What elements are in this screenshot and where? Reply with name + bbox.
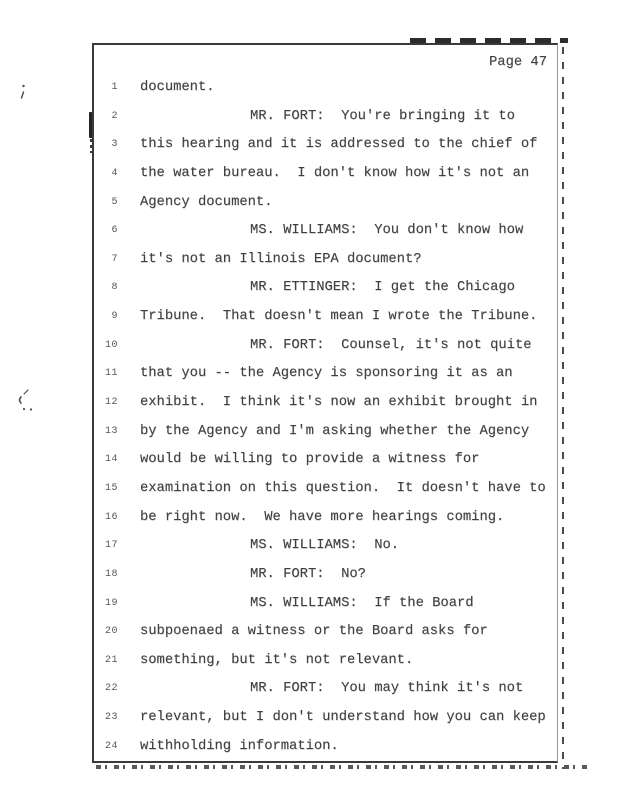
transcript-line: [94, 75, 557, 104]
line-number: 6: [111, 225, 118, 237]
transcript-line: [94, 304, 557, 333]
line-number: 22: [104, 683, 118, 695]
line-text: be right now. We have more hearings coming.: [140, 509, 505, 525]
line-text: it's not an Illinois EPA document?: [140, 251, 422, 267]
transcript-line: [94, 505, 557, 534]
transcript-line: [94, 218, 557, 247]
transcript-line: [94, 361, 557, 390]
line-number: 17: [104, 540, 118, 552]
line-number: 19: [104, 597, 118, 609]
line-text: would be willing to provide a witness for: [140, 452, 480, 468]
line-text: MR. FORT: Counsel, it's not quite: [250, 337, 532, 353]
scan-noise-dotted-line-icon: [562, 47, 564, 769]
transcript-line: [94, 275, 557, 304]
transcript-line: [94, 247, 557, 276]
transcript-lines: [94, 75, 557, 762]
line-text: MS. WILLIAMS: No.: [250, 538, 400, 554]
line-number: 8: [111, 282, 118, 294]
line-number: 24: [104, 740, 118, 752]
transcript-line: [94, 333, 557, 362]
handwriting-scribble-mark-icon: [13, 387, 41, 415]
transcript-line: [94, 161, 557, 190]
transcript-line: [94, 533, 557, 562]
line-text: Agency document.: [140, 194, 273, 210]
line-number: 21: [104, 654, 118, 666]
line-number: 14: [104, 454, 118, 466]
transcript-line: [94, 419, 557, 448]
line-number: 1: [111, 82, 118, 93]
transcript-page: [92, 43, 558, 763]
transcript-line: [94, 476, 557, 505]
transcript-line: [94, 648, 557, 677]
transcript-line: [94, 676, 557, 705]
page-number-label: Page 47: [489, 55, 547, 70]
line-text: MR. FORT: No?: [250, 566, 366, 582]
line-text: MR. FORT: You're bringing it to: [250, 108, 515, 124]
transcript-line: [94, 705, 557, 734]
line-text: MR. FORT: You may think it's not: [250, 681, 524, 697]
line-text: document.: [140, 80, 215, 95]
transcript-line: [94, 132, 557, 161]
line-number: 12: [104, 397, 118, 409]
line-text: MS. WILLIAMS: If the Board: [250, 595, 474, 611]
handwriting-colon-mark-icon: [17, 83, 31, 103]
transcript-line: [94, 104, 557, 133]
line-number: 2: [111, 110, 118, 122]
line-text: this hearing and it is addressed to the chief of: [140, 137, 538, 153]
transcript-line: [94, 447, 557, 476]
transcript-line: [94, 390, 557, 419]
line-text: that you -- the Agency is sponsoring it as an: [140, 366, 513, 382]
transcript-line: [94, 562, 557, 591]
line-number: 20: [104, 626, 118, 638]
line-text: subpoenaed a witness or the Board asks for: [140, 624, 488, 640]
line-number: 13: [104, 425, 118, 437]
line-number: 4: [111, 167, 118, 179]
line-text: exhibit. I think it's now an exhibit brought in: [140, 395, 538, 411]
line-number: 15: [104, 482, 118, 494]
transcript-line: [94, 619, 557, 648]
line-number: 7: [111, 253, 118, 265]
line-text: by the Agency and I'm asking whether the Agency: [140, 423, 530, 439]
transcript-line: [94, 591, 557, 620]
line-text: MR. ETTINGER: I get the Chicago: [250, 280, 515, 296]
line-number: 16: [104, 511, 118, 523]
line-text: relevant, but I don't understand how you can keep: [140, 710, 546, 726]
line-text: MS. WILLIAMS: You don't know how: [250, 223, 524, 239]
line-number: 3: [111, 139, 118, 151]
line-number: 18: [104, 568, 118, 580]
line-number: 23: [104, 712, 118, 724]
line-number: 10: [104, 339, 118, 351]
line-text: the water bureau. I don't know how it's not an: [140, 165, 530, 181]
line-text: withholding information.: [140, 738, 339, 754]
scan-noise-speckles-icon: [96, 765, 588, 769]
line-number: 9: [111, 311, 118, 323]
line-text: examination on this question. It doesn't have to: [140, 480, 546, 496]
line-text: Tribune. That doesn't mean I wrote the Tribune.: [140, 309, 538, 325]
line-number: 5: [111, 196, 118, 208]
transcript-line: [94, 190, 557, 219]
line-text: something, but it's not relevant.: [140, 652, 414, 668]
line-number: 11: [104, 368, 118, 380]
transcript-line: [94, 734, 557, 763]
